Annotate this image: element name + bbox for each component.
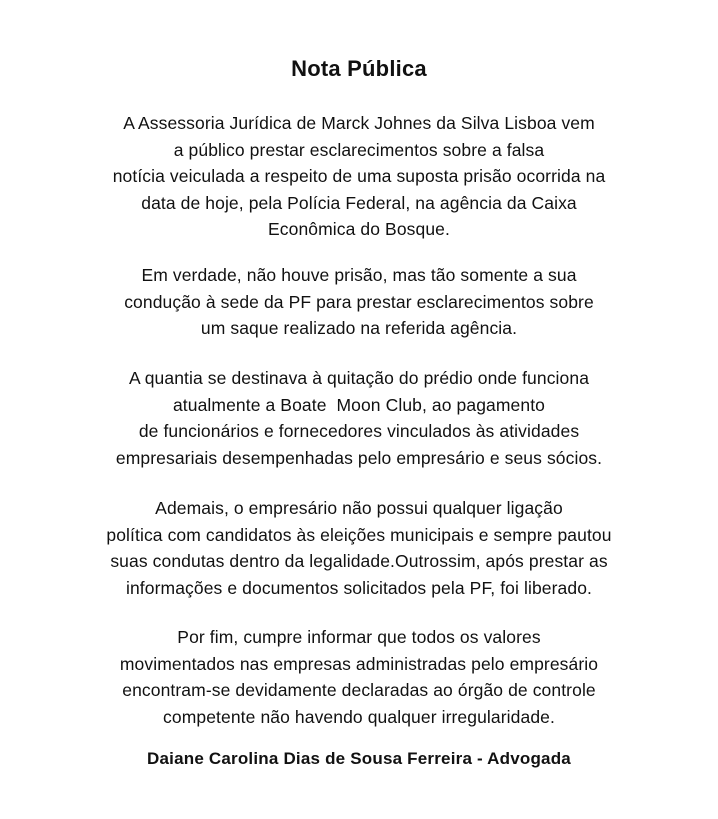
- paragraph-1: [0, 110, 718, 243]
- paragraph-line: de funcionários e fornecedores vinculados às atividades: [138, 421, 580, 441]
- paragraph-line: notícia veiculada a respeito de uma suposta prisão ocorrida na: [112, 166, 606, 186]
- paragraph-line: data de hoje, pela Polícia Federal, na agência da Caixa: [141, 192, 577, 213]
- paragraph-line: suas condutas dentro da legalidade.Outrossim, após prestar as: [110, 551, 608, 571]
- paragraph-line: A quantia se destinava à quitação do prédio onde funciona: [128, 368, 590, 388]
- paragraph-3: [0, 365, 718, 471]
- paragraph-line: Por fim, cumpre informar que todos os valores: [177, 627, 541, 647]
- paragraph-line: empresariais desempenhadas pelo empresário e seus sócios.: [115, 447, 603, 468]
- paragraph-5: [0, 624, 718, 730]
- paragraph-line: a público prestar esclarecimentos sobre a falsa: [173, 139, 545, 160]
- paragraph-2: [0, 262, 718, 342]
- paragraph-line: Ademais, o empresário não possui qualquer ligação: [155, 498, 563, 518]
- paragraph-line: Econômica do Bosque.: [268, 219, 450, 239]
- paragraph-line: Em verdade, não houve prisão, mas tão somente a sua: [141, 265, 577, 285]
- paragraph-line: um saque realizado na referida agência.: [200, 318, 518, 338]
- paragraph-line: A Assessoria Jurídica de Marck Johnes da Silva Lisboa vem: [123, 113, 595, 133]
- paragraph-line: informações e documentos solicitados pela PF, foi liberado.: [125, 577, 592, 598]
- paragraph-line: atualmente a Boate Moon Club, ao pagamento: [172, 394, 546, 415]
- paragraph-line: competente não havendo qualquer irregularidade.: [163, 706, 555, 727]
- paragraph-line: movimentados nas empresas administradas pelo empresário: [119, 653, 599, 674]
- paragraph-line: encontram-se devidamente declaradas ao órgão de controle: [122, 680, 596, 700]
- paragraph-line: condução à sede da PF para prestar esclarecimentos sobre: [124, 291, 594, 312]
- paragraph-line: política com candidatos às eleições municipais e sempre pautou: [106, 524, 612, 545]
- signature-line: Daiane Carolina Dias de Sousa Ferreira - Advogada: [147, 749, 571, 768]
- document-title: Nota Pública: [291, 56, 427, 81]
- paragraph-4: [0, 495, 718, 601]
